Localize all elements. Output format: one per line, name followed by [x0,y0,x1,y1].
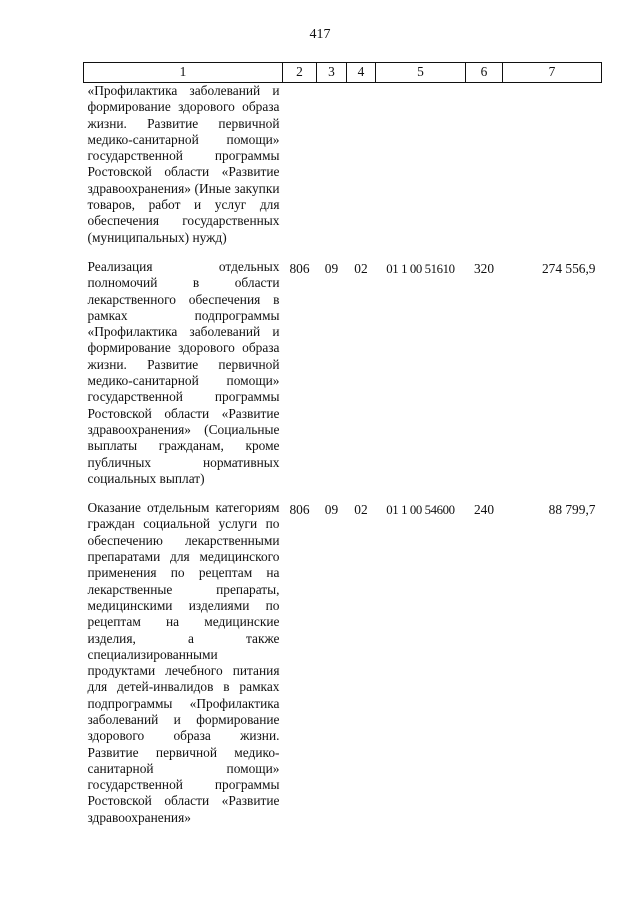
column-header-4: 4 [347,63,376,83]
target-article-code [376,83,466,259]
section-code: 09 [324,260,339,276]
column-header-2: 2 [283,63,317,83]
row-description: Реализация отдельных полномочий в области лекарственного обеспечения в рамках подпрограммы «Профилактика заболеваний и формирование здорового образа жизни. Развитие первичной медико-санитарной помощи» государственной программы Ростовской области «Развитие здравоохранения» (Социальные выплаты гражданам, кроме публичных нормативных социальных выплат) [87,258,280,486]
subsection-code [347,83,376,259]
column-header-6: 6 [466,63,503,83]
target-article-code: 01 1 00 51610 [386,261,455,276]
table-row [84,83,602,259]
table-row [84,500,602,839]
subsection-code: 02 [354,502,368,518]
row-description: «Профилактика заболеваний и формирование здорового образа жизни. Развитие первичной медико-санитарной помощи» государственной программы Ростовской области «Развитие здравоохранения» (Иные закупки товаров, работ и услуг для обеспечения государственных (муниципальных) нужд) [87,83,280,245]
ministry-code [283,83,317,259]
column-header-3: 3 [317,63,347,83]
ministry-code: 806 [289,260,310,276]
page-number: 417 [309,27,331,42]
amount-value: 274 556,9 [541,260,596,276]
column-header-7: 7 [503,63,602,83]
section-code [317,83,347,259]
header-row [84,63,602,83]
expense-type-code: 240 [473,502,495,518]
row-description: Оказание отдельным категориям граждан социальной услуги по обеспечению лекарственными препаратами для медицинского применения по рецептам на лекарственные препараты, медицинскими изделиями по рецептам на медицинские изделия, а также специализированными продуктами лечебного питания для детей-инвалидов в рамках подпрограммы «Профилактика заболеваний и формирование здорового образа жизни. Развитие первичной медико-санитарной помощи» государственной программы Ростовской области «Развитие здравоохранения» [87,500,280,825]
target-article-code: 01 1 00 54600 [386,503,455,518]
ministry-code: 806 [289,502,310,518]
subsection-code: 02 [354,260,368,276]
expense-type-code [466,83,503,259]
expense-type-code: 320 [473,260,495,276]
budget-table [83,62,602,839]
column-header-1: 1 [84,63,283,83]
amount-value [503,83,602,259]
amount-value: 88 799,7 [548,502,596,518]
column-header-5: 5 [376,63,466,83]
section-code: 09 [324,502,339,518]
table-row [84,259,602,500]
